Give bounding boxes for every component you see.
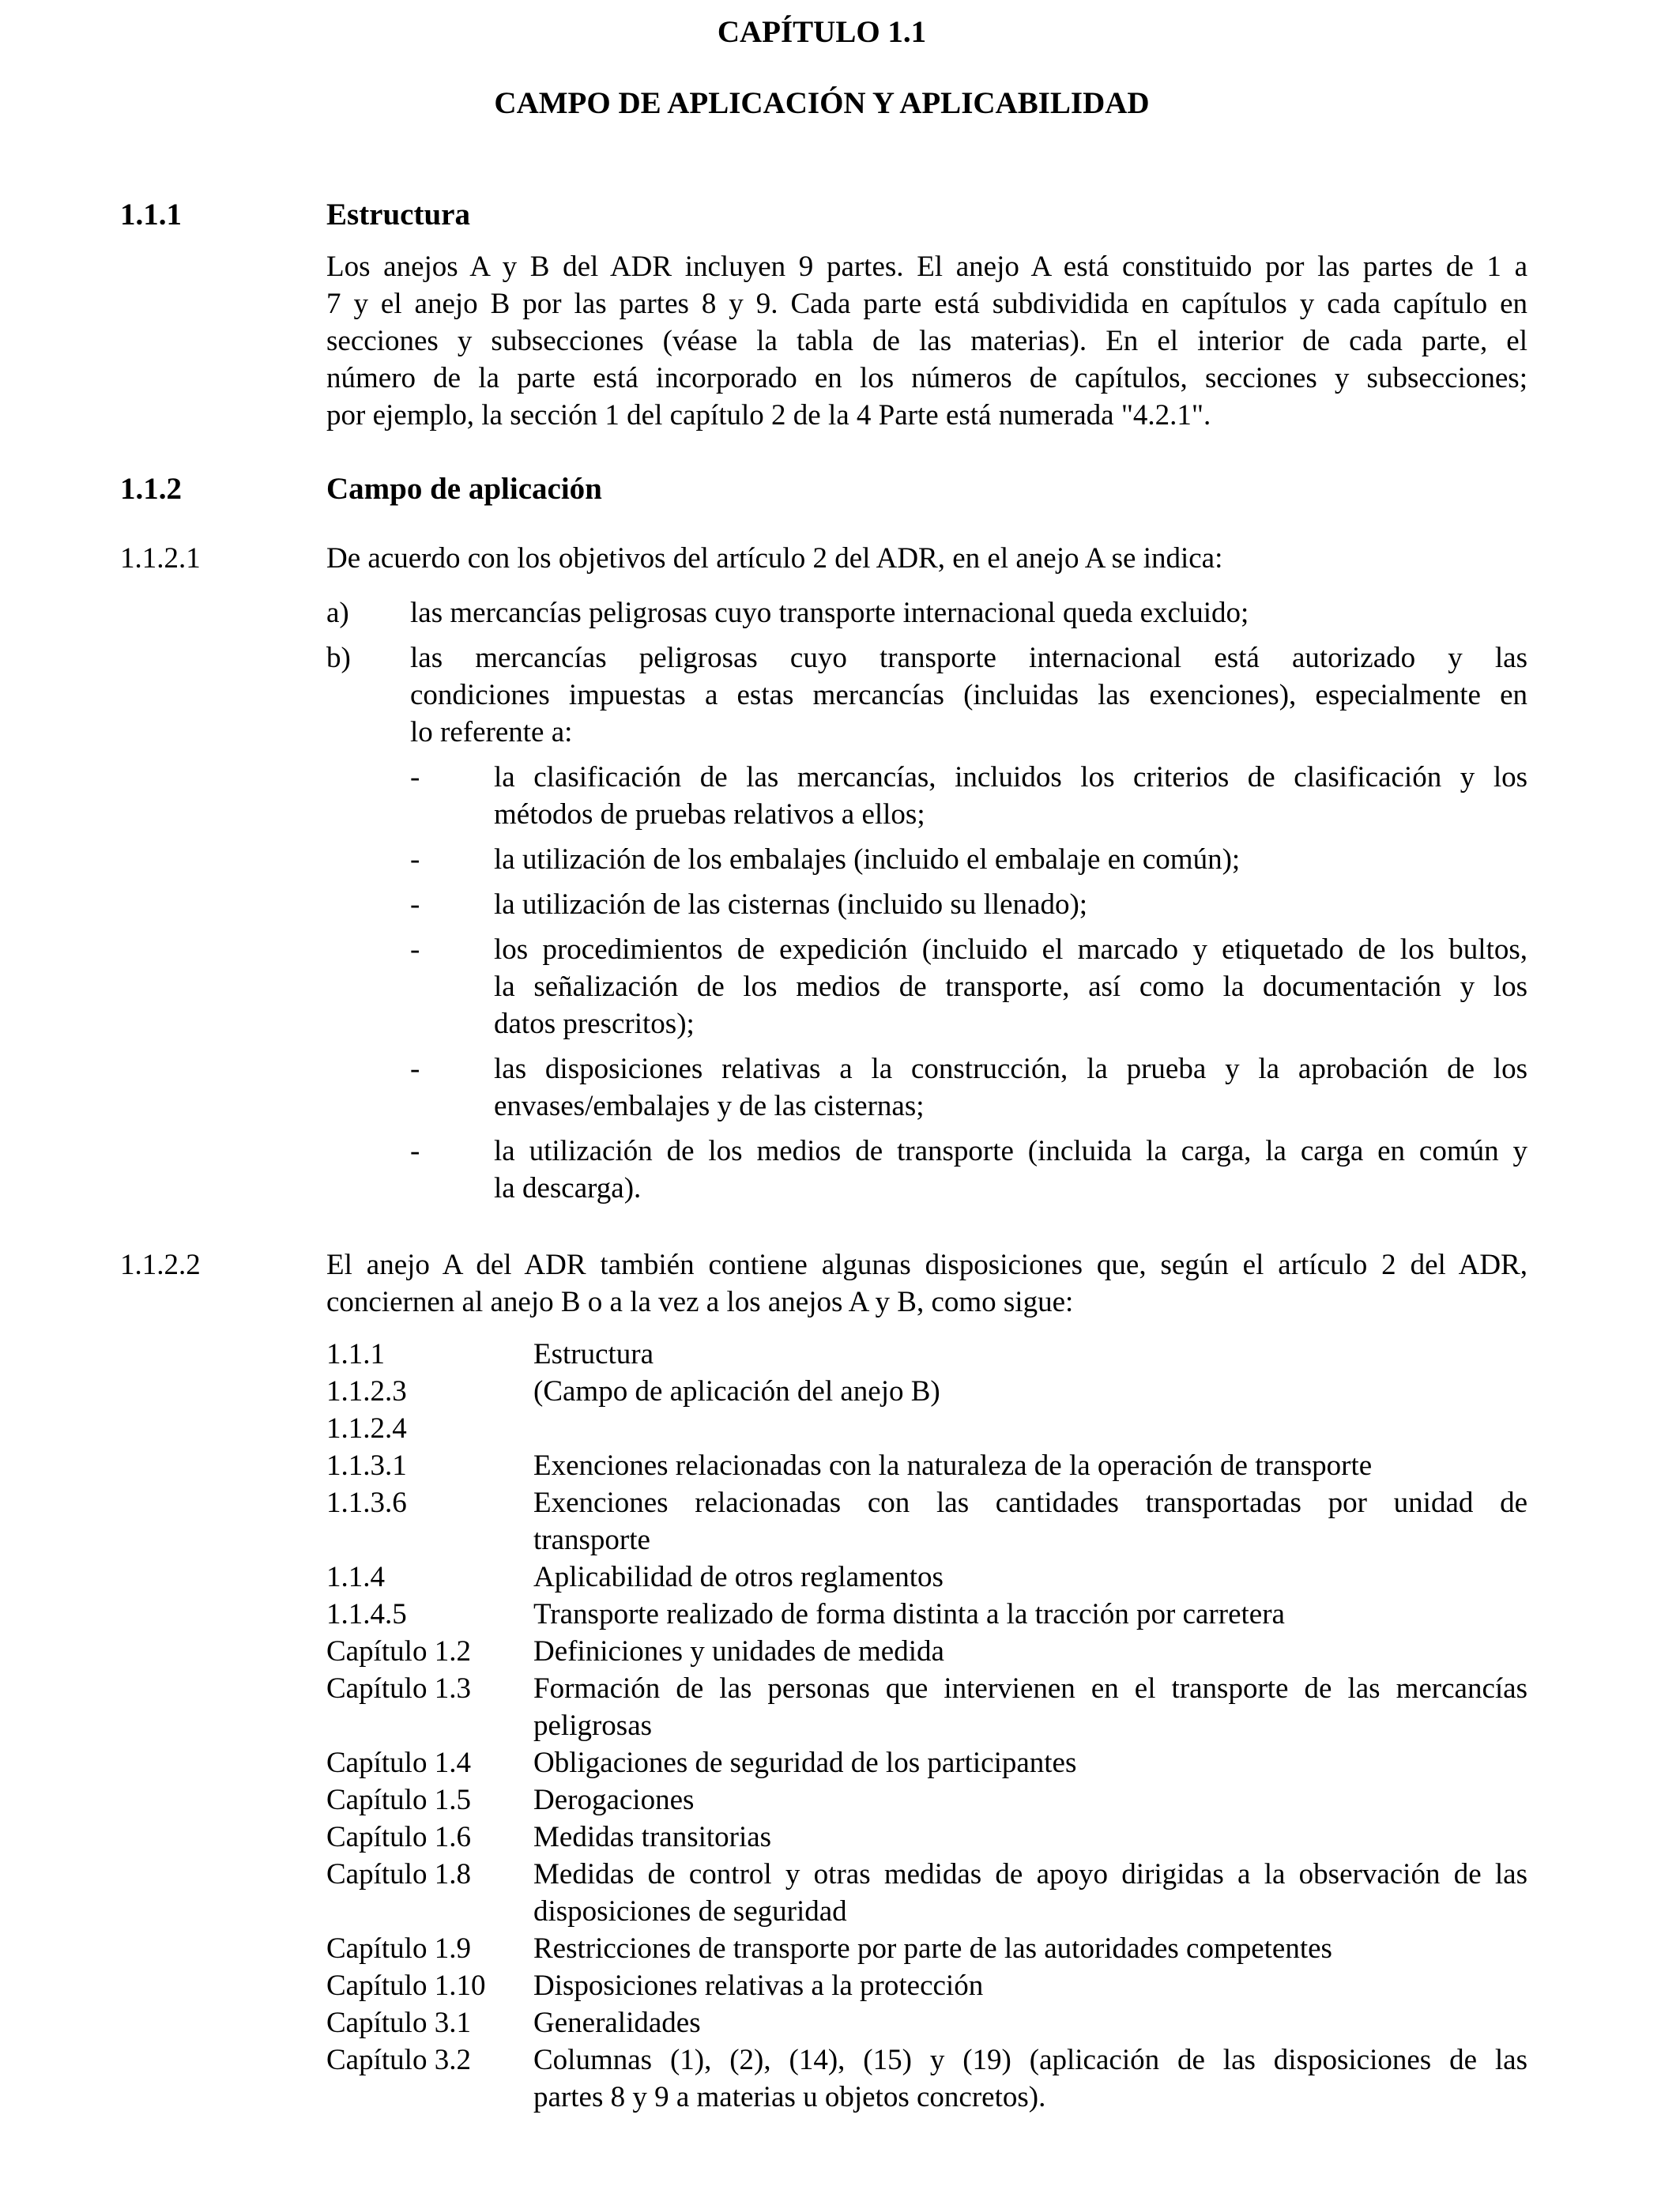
- reference-row: [326, 1484, 1527, 1559]
- reference-row: [326, 1930, 1527, 1967]
- reference-number: Capítulo 1.4: [326, 1747, 471, 1779]
- reference-description: [533, 1484, 1527, 1559]
- paragraph-number-1-1-2-2: 1.1.2.2: [120, 1249, 201, 1281]
- reference-number: 1.1.4.5: [326, 1598, 407, 1630]
- list-marker: a): [326, 597, 349, 629]
- reference-row: [326, 2041, 1527, 2116]
- reference-number: 1.1.3.6: [326, 1487, 407, 1519]
- reference-number: Capítulo 1.9: [326, 1932, 471, 1965]
- reference-row: [326, 1670, 1527, 1744]
- reference-row: [326, 2004, 1527, 2041]
- reference-number: 1.1.2.3: [326, 1375, 407, 1408]
- reference-description: [533, 2041, 1527, 2116]
- list-marker: b): [326, 642, 351, 674]
- chapter-subtitle: CAMPO DE APLICACIÓN Y APLICABILIDAD: [494, 86, 1150, 120]
- list-marker: -: [410, 761, 420, 794]
- reference-number: Capítulo 1.8: [326, 1858, 471, 1891]
- reference-row: [326, 1781, 1527, 1819]
- text-line: datos prescritos);: [494, 1008, 695, 1040]
- reference-number: Capítulo 1.5: [326, 1784, 471, 1816]
- reference-number: 1.1.2.4: [326, 1412, 407, 1445]
- section-title-estructura: Estructura: [326, 198, 470, 232]
- reference-description: [533, 1781, 1527, 1819]
- text-line: De acuerdo con los objetivos del artículo 2 del ADR, en el anejo A se indica:: [326, 542, 1223, 575]
- text-line: la utilización de los medios de transporte (incluida la carga, la carga en común y: [494, 1135, 1527, 1167]
- text-line: 7 y el anejo B por las partes 8 y 9. Cada parte está subdividida en capítulos y cada capítulo en: [326, 288, 1527, 320]
- reference-description: [533, 1410, 1527, 1447]
- dash-item: [410, 841, 1527, 878]
- reference-description: [533, 2004, 1527, 2041]
- text-line: los procedimientos de expedición (incluido el marcado y etiquetado de los bultos,: [494, 933, 1527, 966]
- text-line: la utilización de los embalajes (incluido el embalaje en común);: [494, 843, 1241, 876]
- text-line: las disposiciones relativas a la construcción, la prueba y la aprobación de los: [494, 1053, 1527, 1085]
- paragraph-intro-1-1-2-2: [326, 1246, 1527, 1321]
- text-line: Medidas de control y otras medidas de apoyo dirigidas a la observación de las: [533, 1858, 1527, 1891]
- reference-description: [533, 1596, 1527, 1633]
- text-line: Estructura: [533, 1338, 654, 1370]
- text-line: las mercancías peligrosas cuyo transporte internacional está autorizado y las: [410, 642, 1527, 674]
- text-line: las mercancías peligrosas cuyo transporte internacional queda excluido;: [410, 597, 1249, 629]
- reference-row: [326, 1373, 1527, 1410]
- text-line: Disposiciones relativas a la protección: [533, 1970, 984, 2002]
- reference-row: [326, 1633, 1527, 1670]
- paragraph-estructura: [326, 248, 1527, 434]
- list-item-a: [326, 594, 1527, 631]
- reference-number: 1.1.3.1: [326, 1449, 407, 1482]
- reference-number: Capítulo 1.6: [326, 1821, 471, 1853]
- text-line: la señalización de los medios de transporte, así como la documentación y los: [494, 971, 1527, 1003]
- reference-description: [533, 1559, 1527, 1596]
- text-line: El anejo A del ADR también contiene algunas disposiciones que, según el artículo 2 del ADR,: [326, 1249, 1527, 1281]
- reference-description: [533, 1336, 1527, 1373]
- reference-row: [326, 1559, 1527, 1596]
- text-line: Aplicabilidad de otros reglamentos: [533, 1561, 944, 1593]
- text-line: partes 8 y 9 a materias u objetos concretos).: [533, 2081, 1046, 2113]
- text-line: Generalidades: [533, 2007, 701, 2039]
- text-line: Columnas (1), (2), (14), (15) y (19) (aplicación de las disposiciones de las: [533, 2044, 1527, 2076]
- text-line: Exenciones relacionadas con la naturaleza de la operación de transporte: [533, 1449, 1373, 1482]
- reference-number: 1.1.4: [326, 1561, 385, 1593]
- dash-item: [410, 759, 1527, 833]
- list-marker: -: [410, 888, 420, 921]
- reference-row: [326, 1967, 1527, 2004]
- reference-table: [326, 1336, 1527, 2116]
- list-marker: -: [410, 1135, 420, 1167]
- reference-number: Capítulo 1.3: [326, 1672, 471, 1705]
- reference-description: [533, 1447, 1527, 1484]
- text-line: Obligaciones de seguridad de los participantes: [533, 1747, 1077, 1779]
- text-line: transporte: [533, 1524, 650, 1556]
- text-line: secciones y subsecciones (véase la tabla de las materias). En el interior de cada parte, el: [326, 325, 1527, 357]
- text-line: Medidas transitorias: [533, 1821, 772, 1853]
- reference-description: [533, 1819, 1527, 1856]
- text-line: peligrosas: [533, 1710, 653, 1742]
- reference-row: [326, 1596, 1527, 1633]
- text-line: lo referente a:: [410, 716, 573, 748]
- reference-number: Capítulo 1.2: [326, 1635, 471, 1668]
- text-line: Exenciones relacionadas con las cantidades transportadas por unidad de: [533, 1487, 1527, 1519]
- list-marker: -: [410, 933, 420, 966]
- text-line: (Campo de aplicación del anejo B): [533, 1375, 940, 1408]
- reference-description: [533, 1633, 1527, 1670]
- reference-description: [533, 1744, 1527, 1781]
- text-line: por ejemplo, la sección 1 del capítulo 2 de la 4 Parte está numerada "4.2.1".: [326, 399, 1211, 432]
- reference-description: [533, 1967, 1527, 2004]
- section-number-1-1-1: 1.1.1: [120, 198, 182, 232]
- text-line: Definiciones y unidades de medida: [533, 1635, 944, 1668]
- reference-description: [533, 1373, 1527, 1410]
- reference-number: 1.1.1: [326, 1338, 385, 1370]
- text-line: la utilización de las cisternas (incluido su llenado);: [494, 888, 1088, 921]
- reference-description: [533, 1670, 1527, 1744]
- list-item-b: [326, 639, 1527, 751]
- text-line: métodos de pruebas relativos a ellos;: [494, 798, 925, 831]
- reference-number: Capítulo 1.10: [326, 1970, 486, 2002]
- text-line: envases/embalajes y de las cisternas;: [494, 1090, 925, 1122]
- list-marker: -: [410, 843, 420, 876]
- chapter-title: CAPÍTULO 1.1: [717, 15, 927, 49]
- text-line: Restricciones de transporte por parte de las autoridades competentes: [533, 1932, 1332, 1965]
- text-line: Derogaciones: [533, 1784, 695, 1816]
- list-1-1-2-1: [326, 594, 1527, 1215]
- reference-row: [326, 1744, 1527, 1781]
- reference-row: [326, 1856, 1527, 1930]
- text-line: Los anejos A y B del ADR incluyen 9 partes. El anejo A está constituido por las partes de 1 a: [326, 251, 1527, 283]
- reference-row: [326, 1447, 1527, 1484]
- text-line: Formación de las personas que intervienen en el transporte de las mercancías: [533, 1672, 1527, 1705]
- text-line: número de la parte está incorporado en los números de capítulos, secciones y subsecciones;: [326, 362, 1527, 394]
- text-line: conciernen al anejo B o a la vez a los anejos A y B, como sigue:: [326, 1286, 1074, 1318]
- text-line: Transporte realizado de forma distinta a la tracción por carretera: [533, 1598, 1285, 1630]
- reference-row: [326, 1819, 1527, 1856]
- section-title-campo-de-aplicacion: Campo de aplicación: [326, 472, 602, 506]
- text-line: disposiciones de seguridad: [533, 1895, 847, 1928]
- reference-row: [326, 1336, 1527, 1373]
- section-number-1-1-2: 1.1.2: [120, 472, 182, 506]
- text-line: la descarga).: [494, 1172, 642, 1204]
- dash-item: [410, 1133, 1527, 1207]
- dash-item: [410, 1050, 1527, 1125]
- dash-item: [410, 931, 1527, 1042]
- reference-number: Capítulo 3.2: [326, 2044, 471, 2076]
- list-marker: -: [410, 1053, 420, 1085]
- reference-description: [533, 1930, 1527, 1967]
- reference-row: [326, 1410, 1527, 1447]
- text-line: la clasificación de las mercancías, incluidos los criterios de clasificación y los: [494, 761, 1527, 794]
- reference-description: [533, 1856, 1527, 1930]
- text-line: condiciones impuestas a estas mercancías (incluidas las exenciones), especialmente en: [410, 679, 1527, 711]
- paragraph-number-1-1-2-1: 1.1.2.1: [120, 542, 201, 575]
- paragraph-intro-1-1-2-1: [326, 540, 1527, 577]
- reference-number: Capítulo 3.1: [326, 2007, 471, 2039]
- dash-item: [410, 886, 1527, 923]
